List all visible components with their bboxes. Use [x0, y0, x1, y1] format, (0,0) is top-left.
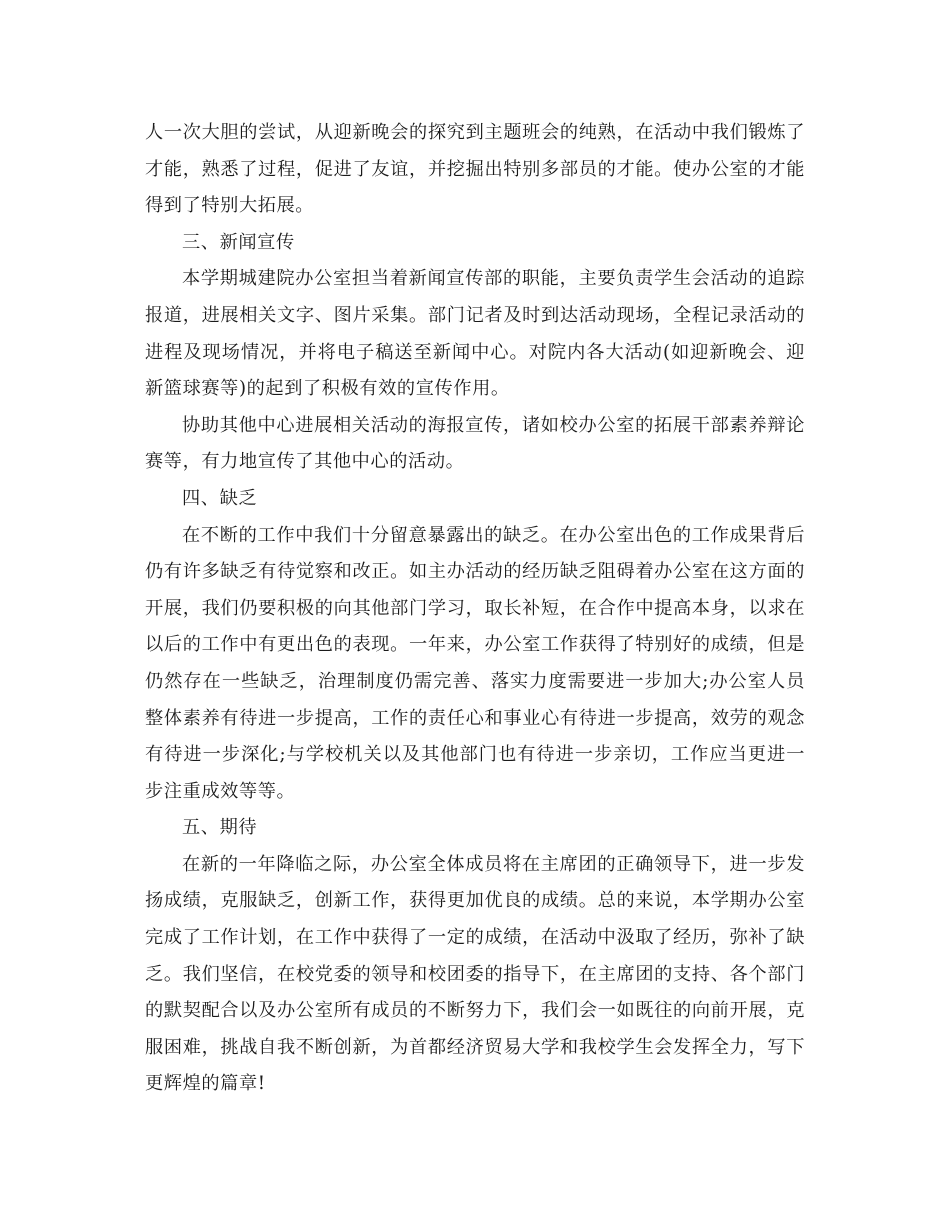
paragraph-news-2: 协助其他中心进展相关活动的海报宣传，诸如校办公室的拓展干部素养辩论赛等，有力地宣传了其他中心的活动。 [145, 414, 805, 473]
section-heading-news: 三、新闻宣传 [182, 231, 295, 253]
document-page [145, 115, 805, 1103]
paragraph-intro-continuation: 人一次大胆的尝试，从迎新晚会的探究到主题班会的纯熟，在活动中我们锻炼了才能，熟悉了过程，促进了友谊，并挖掘出特别多部员的才能。使办公室的才能得到了特别大拓展。 [145, 122, 805, 217]
section-heading-shortcomings: 四、缺乏 [182, 487, 258, 509]
paragraph-news-1: 本学期城建院办公室担当着新闻宣传部的职能，主要负责学生会活动的追踪报道，进展相关文字、图片采集。部门记者及时到达活动现场，全程记录活动的进程及现场情况，并将电子稿送至新闻中心。对院内各大活动(如迎新晚会、迎新篮球赛等)的起到了积极有效的宣传作用。 [145, 268, 805, 400]
paragraph-shortcomings: 在不断的工作中我们十分留意暴露出的缺乏。在办公室出色的工作成果背后仍有许多缺乏有待觉察和改正。如主办活动的经历缺乏阻碍着办公室在这方面的开展，我们仍要积极的向其他部门学习，取长补短，在合作中提高本身，以求在以后的工作中有更出色的表现。一年来，办公室工作获得了特别好的成绩，但是仍然存在一些缺乏，治理制度仍需完善、落实力度需要进一步加大;办公室人员整体素养有待进一步提高，工作的责任心和事业心有待进一步提高，效劳的观念有待进一步深化;与学校机关以及其他部门也有待进一步亲切，工作应当更进一步注重成效等等。 [145, 524, 805, 802]
section-heading-expectations: 五、期待 [182, 817, 258, 839]
paragraph-expectations: 在新的一年降临之际，办公室全体成员将在主席团的正确领导下，进一步发扬成绩，克服缺乏，创新工作，获得更加优良的成绩。总的来说，本学期办公室完成了工作计划，在工作中获得了一定的成绩，在活动中汲取了经历，弥补了缺乏。我们坚信，在校党委的领导和校团委的指导下，在主席团的支持、各个部门的默契配合以及办公室所有成员的不断努力下，我们会一如既往的向前开展，克服困难，挑战自我不断创新，为首都经济贸易大学和我校学生会发挥全力，写下更辉煌的篇章! [145, 853, 805, 1095]
